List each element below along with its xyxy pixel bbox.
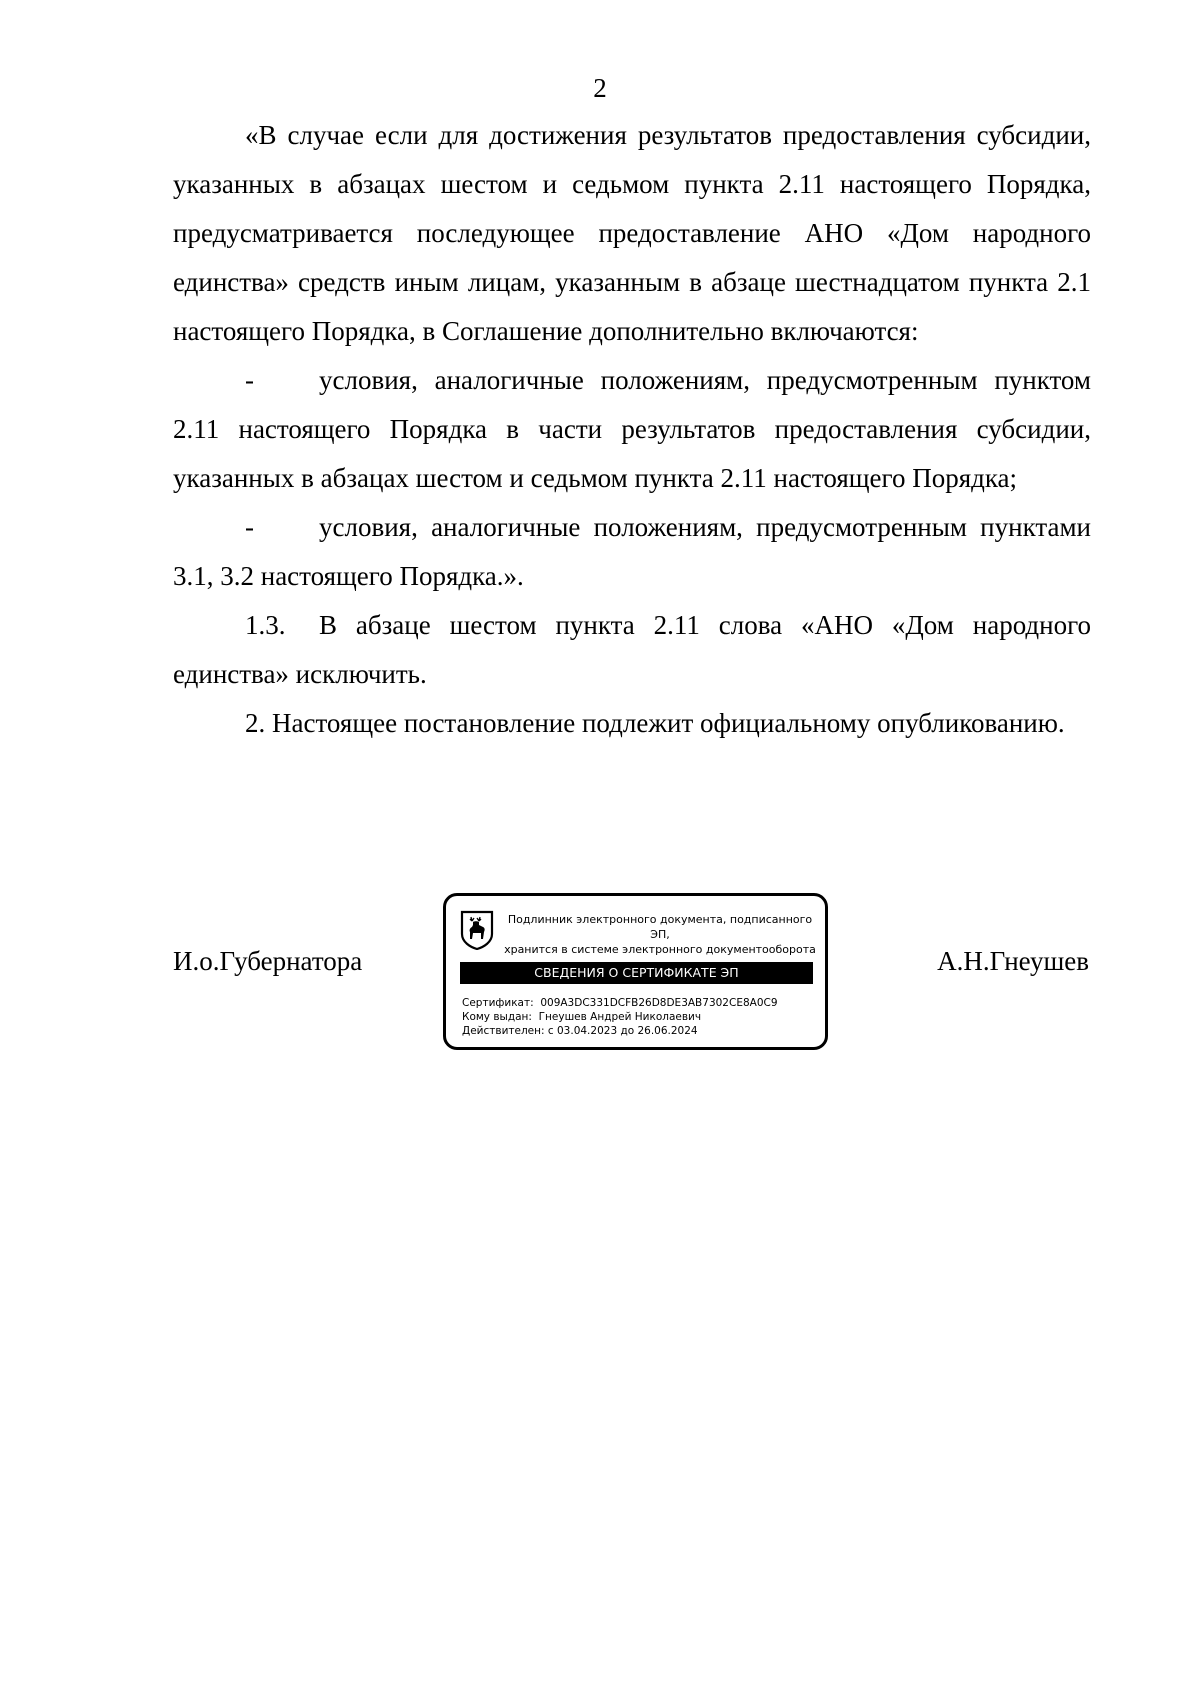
issued-to-row (462, 1010, 778, 1024)
stamp-caption-line: Подлинник электронного документа, подписанного ЭП, (507, 913, 813, 941)
stamp-banner: СВЕДЕНИЯ О СЕРТИФИКАТЕ ЭП (460, 962, 813, 984)
clause-2-publication (173, 699, 1091, 748)
list-marker: - (245, 512, 254, 542)
list-item-text: условия, аналогичные положениям, предусмотренным пунктами 3.1, 3.2 настоящего Порядка.». (173, 512, 1091, 591)
certificate-details (462, 996, 778, 1038)
validity-value: с 03.04.2023 до 26.06.2024 (547, 1025, 698, 1037)
clause-text: Настоящее постановление подлежит официальному опубликованию. (272, 708, 1065, 738)
page-number: 2 (593, 73, 607, 103)
document-body (173, 111, 1091, 748)
clause-number: 2. (245, 708, 266, 738)
signatory-name: А.Н.Гнеушев (937, 946, 1089, 976)
stamp-caption-line: хранится в системе электронного документооборота (504, 943, 816, 956)
paragraph-subsidy-conditions: «В случае если для достижения результатов предоставления субсидии, указанных в абзацах шестом и седьмом пункта 2.11 настоящего Порядка, предусматривается последующее предоставление АНО «Дом народного единства» средств иным лицам, указанным в абзаце шестнадцатом пункта 2.1 настоящего Порядка, в Соглашение дополнительно включаются: (173, 120, 1091, 346)
electronic-signature-stamp (443, 893, 828, 1050)
clause-text: В абзаце шестом пункта 2.11 слова «АНО «Дом народного единства» исключить. (173, 610, 1091, 689)
certificate-row (462, 996, 778, 1010)
issued-to-label: Кому выдан: (462, 1011, 532, 1023)
certificate-value: 009A3DC331DCFB26D8DE3AB7302CE8A0C9 (540, 997, 778, 1009)
certificate-label: Сертификат: (462, 997, 534, 1009)
validity-row (462, 1024, 778, 1038)
deer-coat-of-arms-icon (460, 910, 494, 950)
stamp-caption (500, 912, 820, 957)
clause-1-3 (173, 601, 1091, 699)
clause-number: 1.3. (245, 610, 286, 640)
validity-label: Действителен: (462, 1025, 545, 1037)
list-marker: - (245, 365, 254, 395)
list-item-conditions-3-1-3-2 (173, 503, 1091, 601)
issued-to-value: Гнеушев Андрей Николаевич (538, 1011, 702, 1023)
list-item-conditions-2-11 (173, 356, 1091, 503)
list-item-text: условия, аналогичные положениям, предусмотренным пунктом 2.11 настоящего Порядка в части результатов предоставления субсидии, указанных в абзацах шестом и седьмом пункта 2.11 настоящего Порядка; (173, 365, 1091, 493)
signatory-position: И.о.Губернатора (173, 946, 363, 976)
